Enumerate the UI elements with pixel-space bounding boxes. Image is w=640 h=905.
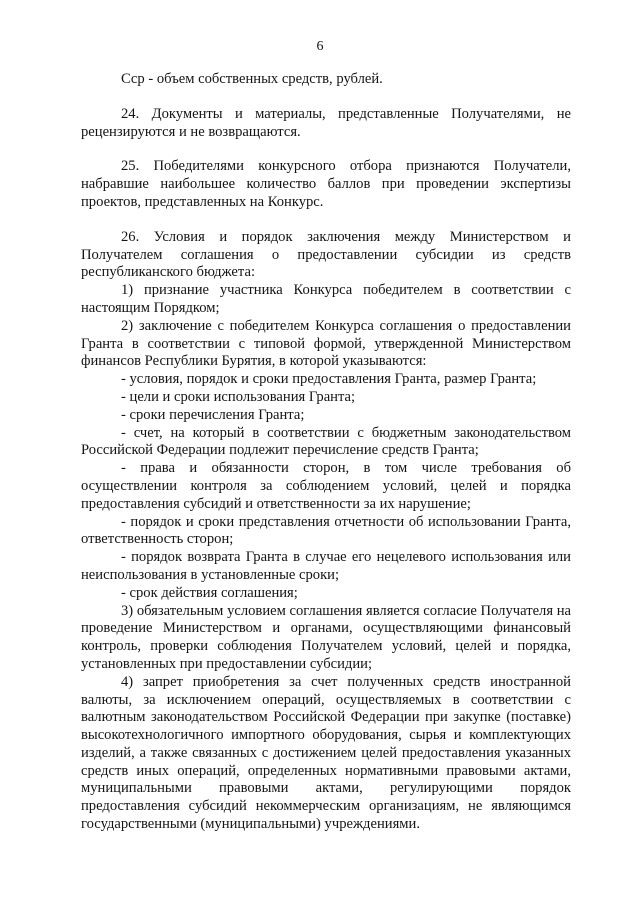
document-body — [81, 71, 571, 834]
paragraph-own-funds-definition: Сср - объем собственных средств, рублей. — [121, 71, 383, 87]
sub-item-validity: - срок действия соглашения; — [121, 584, 298, 601]
list-item-4: 4) запрет приобретения за счет полученных средств иностранной валюты, за исключением операций, осуществляемых в соответствии с валютным законодательством Российской Федерации при закупке (поставке) высокотехнологичного импортного оборудования, сырья и комплектующих изделий, а также связанных с достижением целей предоставления указанных средств иных операций, определенных нормативными правовыми актами, муниципальными правовыми актами, регулирующими порядок предоставления субсидий некоммерческим организациям, не являющимся государственными (муниципальными) учреждениями. — [81, 673, 571, 833]
sub-item-return: - порядок возврата Гранта в случае его нецелевого использования или неиспользования в установленные сроки; — [81, 549, 571, 583]
list-item-1: 1) признание участника Конкурса победителем в соответствии с настоящим Порядком; — [81, 282, 571, 316]
paragraph-24: 24. Документы и материалы, представленные Получателями, не рецензируются и не возвращаются. — [81, 105, 571, 140]
sub-item-goals: - цели и сроки использования Гранта; — [121, 388, 356, 405]
page-number: 6 — [316, 39, 324, 54]
paragraph-25: 25. Победителями конкурсного отбора признаются Получатели, набравшие наибольшее количество баллов при проведении экспертизы проектов, представленных на Конкурс. — [81, 158, 571, 210]
list-item-3: 3) обязательным условием соглашения является согласие Получателя на проведение Министерством и органами, осуществляющими финансовый контроль, проверки соблюдения Получателем условий, целей и порядка, установленных при предоставлении субсидии; — [81, 602, 571, 672]
list-item-2: 2) заключение с победителем Конкурса соглашения о предоставлении Гранта в соответствии с типовой формой, утвержденной Министерством финансов Республики Бурятия, в которой указываются: — [81, 317, 571, 370]
sub-item-transfer-terms: - сроки перечисления Гранта; — [121, 406, 305, 423]
sub-item-conditions: - условия, порядок и сроки предоставления Гранта, размер Гранта; — [121, 371, 537, 388]
paragraph-26: 26. Условия и порядок заключения между Министерством и Получателем соглашения о предоставлении субсидии из средств республиканского бюджета: — [81, 228, 571, 281]
sub-item-rights: - права и обязанности сторон, в том числе требования об осуществлении контроля за соблюдением условий, целей и порядка предоставления субсидий и ответственности за их нарушение; — [81, 460, 571, 512]
sub-item-reporting: - порядок и сроки представления отчетности об использовании Гранта, ответственность сторон; — [81, 513, 571, 548]
sub-item-account: - счет, на который в соответствии с бюджетным законодательством Российской Федерации подлежит перечисление средств Гранта; — [81, 424, 571, 459]
